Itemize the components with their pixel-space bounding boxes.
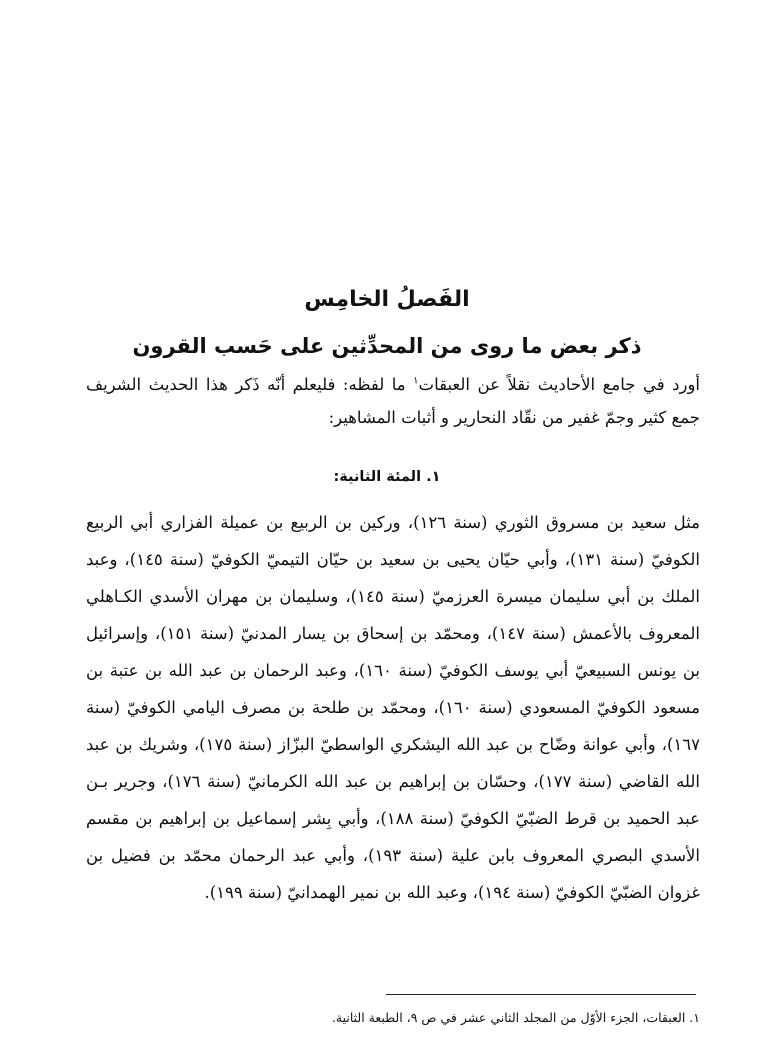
chapter-subtitle: ذكر بعض ما روى من المحدِّثين على حَسب القرون [132,334,642,358]
chapter-title: الفَصلُ الخامِس [304,287,470,312]
body-paragraph: مثل سعيد بن مسروق الثوري (سنة ١٢٦)، وركين بن الربيع بن عميلة الفزاري أبي الربيع الكوفيّ (سنة ١٣١)، وأبي حيّان يحيى بن سعيد بن حيّان التيميّ الكوفيّ (سنة ١٤٥)، وعبد الملك بن أبي سليمان ميسرة العرزميّ (سنة ١٤٥)، وسليمان بن مهران الأسدي الكـاهلي المعروف بالأعمش (سنة ١٤٧)، ومحمّد بن إسحاق بن يسار المدنيّ (سنة ١٥١)، وإسرائيل بن يونس السبيعيّ أبي يوسف الكوفيّ (سنة ١٦٠)، وعبد الرحمان بن عبد الله بن عتبة بن مسعود الكوفيّ المسعودي (سنة ١٦٠)، ومحمّد بن طلحة بن مصرف اليامي الكوفيّ (سنة ١٦٧)، وأبي عوانة وضّاح بن عبد الله اليشكري الواسطيّ البزّاز (سنة ١٧٥)، وشريك بن عبد الله القاضي (سنة ١٧٧)، وحسّان بن إبراهيم بن عبد الله الكرمانيّ (سنة ١٧٦)، وجرير بـن عبد الحميد بن قرط الضبّيّ الكوفيّ (سنة ١٨٨)، وأبي بِشر إسماعيل بن إبراهيم بن مقسم الأسدي البصري المعروف بابن علية (سنة ١٩٣)، وأبي عبد الرحمان محمّد بن فضيل بن غزوان الضبّيّ الكوفيّ (سنة ١٩٤)، وعبد الله بن نمير الهمدانيّ (سنة ١٩٩). [86,513,701,902]
footnote-divider [386,994,696,995]
intro-text-before-note: أورد في جامع الأحاديث نقلاً عن العبقات [418,375,700,394]
section-heading: ١. المئة الثانية: [333,469,441,485]
intro-text-after-note: ما لفظه: فليعلم أنّه ذَكر هذا الحديث الشريف جمع كثير وجمّ غفير من نقّاد النحارير و أثبات المشاهير: [86,375,700,427]
footnote-marker[interactable]: ١ [413,375,419,387]
intro-paragraph [86,368,700,434]
footnote: ١. العبقات، الجزء الأوّل من المجلد الثاني عشر في ص ٩، الطبعة الثانية. [331,1010,700,1025]
